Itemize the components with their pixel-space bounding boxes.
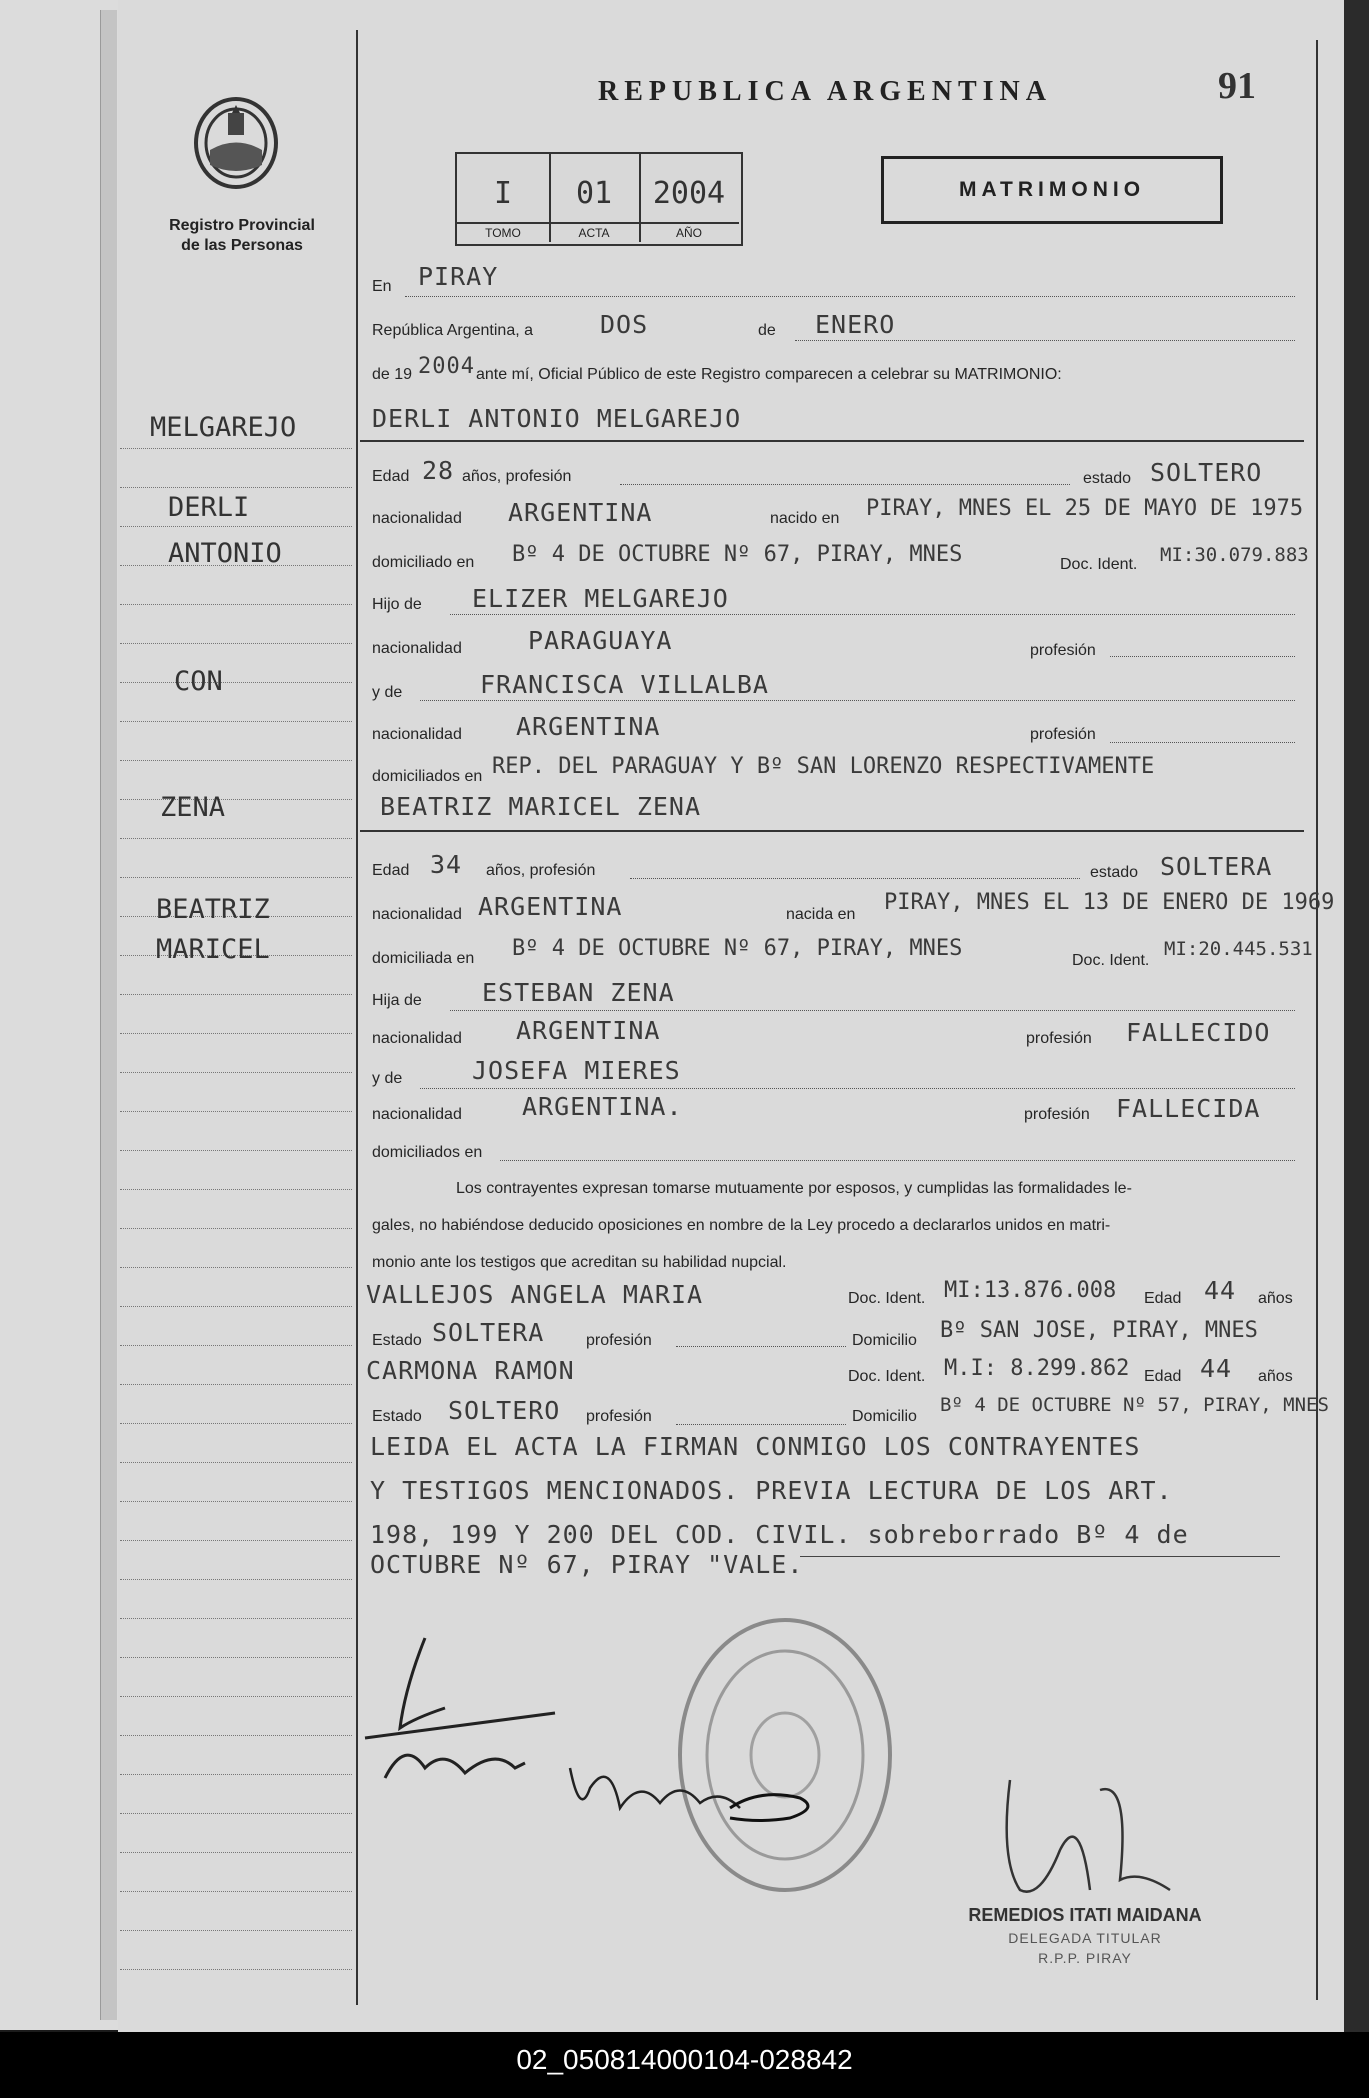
bride-father-nac-label: nacionalidad <box>372 1030 462 1047</box>
bride-name: BEATRIZ MARICEL ZENA <box>380 792 702 821</box>
bride-edad: 34 <box>430 850 463 879</box>
declaration-line-3: monio ante los testigos que acreditan su habilidad nupcial. <box>372 1254 787 1271</box>
bride-nacionalidad: ARGENTINA <box>478 892 623 921</box>
ano-cell <box>639 154 739 242</box>
place-line <box>405 296 1295 297</box>
groom-mother-prof-line <box>1110 742 1295 743</box>
groom-mother: FRANCISCA VILLALBA <box>480 670 769 699</box>
bride-profesion-label: años, profesión <box>486 862 596 879</box>
margin-bride-name-2: MARICEL <box>156 934 270 965</box>
groom-profesion-line <box>620 484 1070 485</box>
witness2-domicilio-label: Domicilio <box>852 1408 917 1425</box>
coat-of-arms-icon <box>188 95 284 191</box>
rep-label: República Argentina, a <box>372 322 533 339</box>
witness1-edad: 44 <box>1204 1276 1237 1305</box>
bride-parents-dom-line <box>500 1160 1295 1161</box>
margin-ruled-lines <box>120 410 352 2010</box>
bride-domicilio: Bº 4 DE OCTUBRE Nº 67, PIRAY, MNES <box>512 936 963 961</box>
signature-groom <box>345 1628 585 1798</box>
groom-name: DERLI ANTONIO MELGAREJO <box>372 404 742 433</box>
groom-mother-prof-label: profesión <box>1030 726 1096 743</box>
bride-mother-line <box>420 1088 1295 1089</box>
bride-father-nac: ARGENTINA <box>516 1016 661 1045</box>
bride-nacida-label: nacida en <box>786 906 856 923</box>
bride-dom-label: domiciliada en <box>372 950 475 967</box>
groom-estado: SOLTERO <box>1150 458 1263 487</box>
groom-nacido-label: nacido en <box>770 510 840 527</box>
witness2-edad-label: Edad <box>1144 1368 1182 1385</box>
bride-mother: JOSEFA MIERES <box>472 1056 681 1085</box>
matrimonio-box: MATRIMONIO <box>881 156 1223 224</box>
groom-doc-label: Doc. Ident. <box>1060 556 1138 573</box>
page-title: REPUBLICA ARGENTINA <box>598 76 1052 107</box>
note-end-line <box>800 1556 1280 1557</box>
de-label: de <box>758 322 776 339</box>
witness1-estado-label: Estado <box>372 1332 422 1349</box>
bride-father: ESTEBAN ZENA <box>482 978 675 1007</box>
bride-father-prof: FALLECIDO <box>1126 1018 1271 1047</box>
bride-mother-nac: ARGENTINA. <box>522 1092 683 1121</box>
ano-label: AÑO <box>639 222 739 242</box>
registry-name: Registro Provincial de las Personas <box>169 217 315 254</box>
note-line-2: Y TESTIGOS MENCIONADOS. PREVIA LECTURA DE LOS ART. <box>370 1476 1173 1505</box>
bride-mother-prof-label: profesión <box>1024 1106 1090 1123</box>
declaration <box>372 1170 1302 1281</box>
ano-value: 2004 <box>652 176 726 211</box>
witness1-domicilio: Bº SAN JOSE, PIRAY, MNES <box>940 1318 1258 1343</box>
groom-mother-nac-label: nacionalidad <box>372 726 462 743</box>
right-border <box>1316 40 1318 2000</box>
bride-yde-label: y de <box>372 1070 403 1087</box>
acta-cell <box>549 154 641 242</box>
witness2-domicilio: Bº 4 DE OCTUBRE Nº 57, PIRAY, MNES <box>940 1394 1329 1416</box>
groom-parents-dom: REP. DEL PARAGUAY Y Bº SAN LORENZO RESPECTIVAMENTE <box>492 754 1155 779</box>
bride-mother-prof: FALLECIDA <box>1116 1094 1261 1123</box>
witness1-estado: SOLTERA <box>432 1318 545 1347</box>
witness1-doc: MI:13.876.008 <box>944 1278 1117 1303</box>
groom-yde-label: y de <box>372 684 403 701</box>
groom-father-prof-line <box>1110 656 1295 657</box>
groom-edad-label: Edad <box>372 468 410 485</box>
acta-label: ACTA <box>549 222 639 242</box>
page-shadow <box>1344 0 1369 2032</box>
official-name: REMEDIOS ITATI MAIDANA <box>968 1905 1202 1925</box>
en-label: En <box>372 278 392 295</box>
bride-nacida: PIRAY, MNES EL 13 DE ENERO DE 1969 <box>884 890 1335 915</box>
bride-estado: SOLTERA <box>1160 852 1273 881</box>
bride-father-prof-label: profesión <box>1026 1030 1092 1047</box>
official-title: DELEGADA TITULAR <box>1008 1930 1162 1946</box>
witness2-name: CARMONA RAMON <box>366 1356 575 1385</box>
groom-father: ELIZER MELGAREJO <box>472 584 729 613</box>
bride-profesion-line <box>630 878 1080 879</box>
tomo-cell <box>457 154 551 242</box>
year-value: 2004 <box>418 354 475 379</box>
groom-nac-label: nacionalidad <box>372 510 462 527</box>
official-office: R.P.P. PIRAY <box>1038 1950 1132 1966</box>
margin-bride-name-1: BEATRIZ <box>156 894 270 925</box>
margin-name-1: DERLI <box>168 492 250 523</box>
witness1-profesion-line <box>676 1346 846 1347</box>
month-value: ENERO <box>815 310 896 339</box>
witness1-domicilio-label: Domicilio <box>852 1332 917 1349</box>
groom-parents-dom-label: domiciliados en <box>372 768 483 785</box>
groom-edad: 28 <box>422 456 455 485</box>
groom-mother-line <box>420 700 1295 701</box>
witness1-edad-label: Edad <box>1144 1290 1182 1307</box>
bride-doc: MI:20.445.531 <box>1164 938 1313 960</box>
margin-surname: MELGAREJO <box>150 412 297 443</box>
groom-section-divider <box>360 440 1304 442</box>
month-line <box>795 340 1295 341</box>
bride-doc-label: Doc. Ident. <box>1072 952 1150 969</box>
bride-estado-label: estado <box>1090 864 1139 881</box>
bride-edad-label: Edad <box>372 862 410 879</box>
groom-nacido: PIRAY, MNES EL 25 DE MAYO DE 1975 <box>866 496 1304 521</box>
groom-father-nac: PARAGUAYA <box>528 626 673 655</box>
declaration-line-2: gales, no habiéndose deducido oposiciones en nombre de la Ley procedo a declararlos unidos en matri- <box>372 1217 1111 1234</box>
witness2-doc-label: Doc. Ident. <box>848 1368 926 1385</box>
groom-hijo-label: Hijo de <box>372 596 422 613</box>
day-value: DOS <box>600 310 649 339</box>
bride-mother-nac-label: nacionalidad <box>372 1106 462 1123</box>
witness2-anos-label: años <box>1258 1368 1293 1385</box>
groom-father-line <box>450 614 1295 615</box>
witness2-doc: M.I: 8.299.862 <box>944 1356 1130 1381</box>
groom-domicilio: Bº 4 DE OCTUBRE Nº 67, PIRAY, MNES <box>512 542 963 567</box>
groom-nacionalidad: ARGENTINA <box>508 498 653 527</box>
bride-parents-dom-label: domiciliados en <box>372 1144 483 1161</box>
page-number: 91 <box>1218 65 1256 107</box>
declaration-line-1: Los contrayentes expresan tomarse mutuamente por esposos, y cumplidas las formalidades le- <box>456 1180 1132 1197</box>
witness2-estado: SOLTERO <box>448 1396 561 1425</box>
bride-section-divider <box>360 830 1304 832</box>
previous-page-edge <box>100 10 117 2020</box>
acta-value: 01 <box>575 176 613 211</box>
note-line-3: 198, 199 Y 200 DEL COD. CIVIL. sobreborrado Bº 4 de <box>370 1520 1189 1549</box>
groom-profesion-label: años, profesión <box>462 468 572 485</box>
witness1-name: VALLEJOS ANGELA MARIA <box>366 1280 704 1309</box>
groom-mother-nac: ARGENTINA <box>516 712 661 741</box>
note-line-4: OCTUBRE Nº 67, PIRAY "VALE. <box>370 1550 804 1579</box>
witness2-profesion-line <box>676 1424 846 1425</box>
place-value: PIRAY <box>418 262 499 291</box>
footer-code: 02_050814000104-028842 <box>516 2044 853 2075</box>
tomo-acta-ano-box <box>455 152 743 246</box>
tomo-value: I <box>493 176 513 211</box>
groom-dom-label: domiciliado en <box>372 554 475 571</box>
groom-estado-label: estado <box>1083 470 1132 487</box>
year-prefix: de 19 <box>372 366 413 383</box>
bride-nac-label: nacionalidad <box>372 906 462 923</box>
groom-father-nac-label: nacionalidad <box>372 640 462 657</box>
note-line-1: LEIDA EL ACTA LA FIRMAN CONMIGO LOS CONTRAYENTES <box>370 1432 1141 1461</box>
witness1-profesion-label: profesión <box>586 1332 652 1349</box>
groom-father-prof-label: profesión <box>1030 642 1096 659</box>
witness2-estado-label: Estado <box>372 1408 422 1425</box>
witness1-doc-label: Doc. Ident. <box>848 1290 926 1307</box>
signature-witness1 <box>560 1748 840 1838</box>
bride-father-line <box>450 1010 1295 1011</box>
margin-bride-surname: ZENA <box>160 792 226 823</box>
bride-hija-label: Hija de <box>372 992 422 1009</box>
signature-official <box>980 1770 1200 1910</box>
witness2-edad: 44 <box>1200 1354 1233 1383</box>
witness1-anos-label: años <box>1258 1290 1293 1307</box>
witness2-profesion-label: profesión <box>586 1408 652 1425</box>
margin-name-2: ANTONIO <box>168 538 282 569</box>
margin-con: CON <box>174 666 223 697</box>
groom-doc: MI:30.079.883 <box>1160 544 1309 566</box>
tomo-label: TOMO <box>457 222 549 242</box>
statement: ante mí, Oficial Público de este Registro comparecen a celebrar su MATRIMONIO: <box>476 366 1062 383</box>
